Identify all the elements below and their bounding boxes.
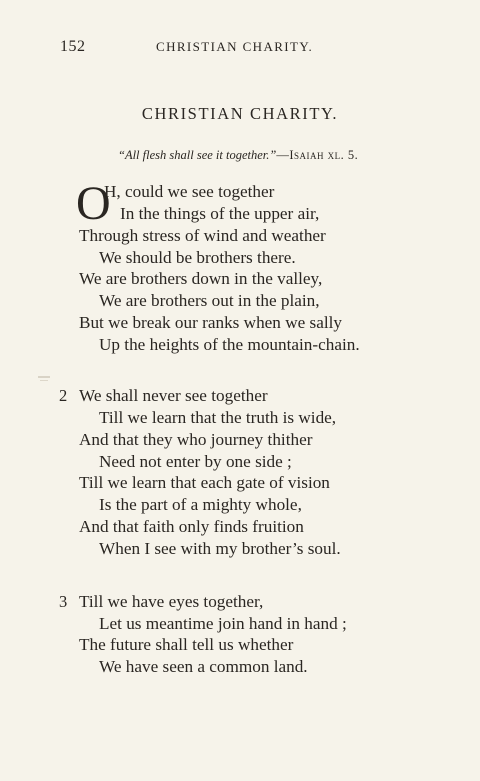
margin-smudge bbox=[38, 376, 50, 378]
epigraph bbox=[118, 148, 358, 163]
stanza2-line-8: When I see with my brother’s soul. bbox=[99, 539, 341, 558]
running-head bbox=[60, 38, 420, 56]
stanza2-line-1: We shall never see together bbox=[79, 386, 268, 405]
epigraph-source: —Isaiah xl. 5. bbox=[276, 148, 359, 162]
stanza1-line-6: We are brothers out in the plain, bbox=[99, 291, 320, 310]
stanza3-line-1: Till we have eyes together, bbox=[79, 592, 264, 611]
epigraph-quote: “All flesh shall see it together.” bbox=[118, 148, 277, 162]
stanza2-line-4: Need not enter by one side ; bbox=[99, 452, 292, 471]
poem-title: CHRISTIAN CHARITY. bbox=[141, 104, 339, 123]
running-title: CHRISTIAN CHARITY. bbox=[156, 39, 314, 54]
stanza3-line-4: We have seen a common land. bbox=[99, 657, 308, 676]
stanza1-line-1: H, could we see together bbox=[104, 182, 275, 201]
stanza1-line-4: We should be brothers there. bbox=[99, 248, 296, 267]
stanza2-line-3: And that they who journey thither bbox=[79, 430, 313, 449]
stanza2-line-6: Is the part of a mighty whole, bbox=[99, 495, 302, 514]
stanza1-line-8: Up the heights of the mountain-chain. bbox=[99, 335, 360, 354]
stanza-number-3: 3 bbox=[59, 592, 68, 611]
stanza1-line-2: In the things of the upper air, bbox=[120, 204, 320, 223]
page-number: 152 bbox=[60, 38, 86, 55]
stanza1-line-7: But we break our ranks when we sally bbox=[79, 313, 342, 332]
stanza3-line-2: Let us meantime join hand in hand ; bbox=[99, 614, 347, 633]
drop-cap: O bbox=[76, 177, 111, 230]
stanza3-line-3: The future shall tell us whether bbox=[79, 635, 294, 654]
stanza-number-2: 2 bbox=[59, 386, 68, 405]
stanza2-line-2: Till we learn that the truth is wide, bbox=[99, 408, 337, 427]
margin-smudge bbox=[40, 380, 48, 381]
stanza2-line-7: And that faith only finds fruition bbox=[79, 517, 304, 536]
stanza1-line-5: We are brothers down in the valley, bbox=[79, 269, 323, 288]
stanza1-line-3: Through stress of wind and weather bbox=[79, 226, 326, 245]
stanza2-line-5: Till we learn that each gate of vision bbox=[79, 473, 330, 492]
